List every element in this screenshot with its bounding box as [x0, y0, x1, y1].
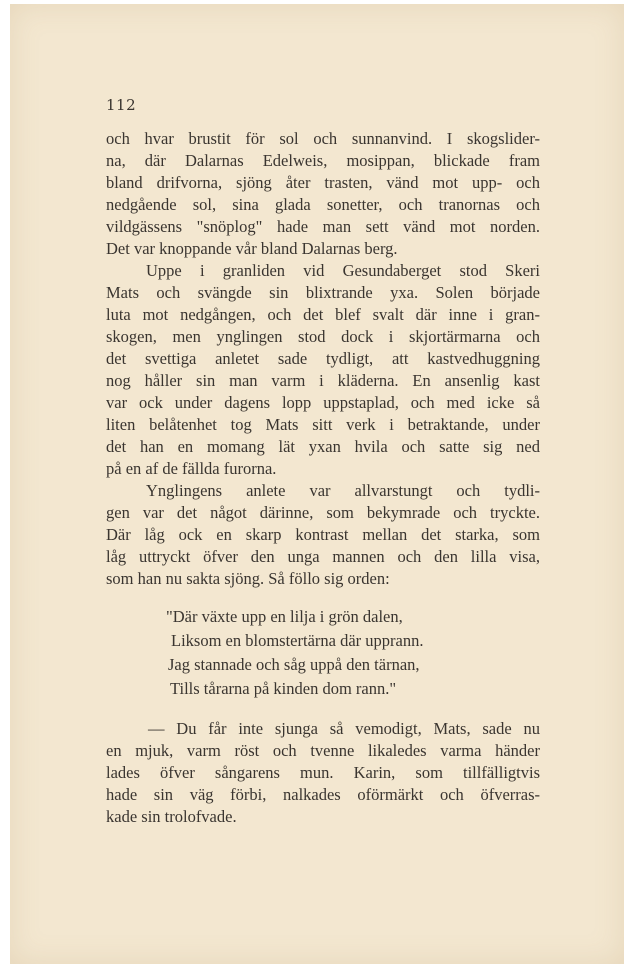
poem-line-3: Jag stannade och såg uppå den tärnan, [168, 655, 420, 674]
paragraph-1-line-2: na, där Dalarnas Edelweis, mosippan, blickade fram [106, 151, 540, 170]
closing-line-1: — Du får inte sjunga så vemodigt, Mats, sade nu [148, 719, 540, 738]
paragraph-2-line-5: det svettiga anletet sade tydligt, att kastvedhuggning [106, 349, 540, 368]
poem-line-4: Tills tårarna på kinden dom rann." [170, 679, 397, 698]
paragraph-3-line-3: Där låg ock en skarp kontrast mellan det starka, som [106, 525, 540, 544]
closing-line-3: lades öfver sångarens mun. Karin, som tillfälligtvis [106, 763, 540, 782]
paragraph-2-line-7: var ock under dagens lopp uppstaplad, och med icke så [106, 393, 540, 412]
paragraph-2-line-9: det han en momang lät yxan hvila och satte sig ned [106, 437, 540, 456]
paragraph-2-line-2: Mats och svängde sin blixtrande yxa. Solen började [106, 283, 540, 302]
poem-line-1: "Där växte upp en lilja i grön dalen, [166, 607, 403, 626]
paragraph-3-line-2: gen var det något därinne, som bekymrade och tryckte. [106, 503, 540, 522]
closing-line-5: kade sin trolofvade. [106, 807, 237, 826]
paragraph-2-line-6: nog håller sin man varm i kläderna. En ansenlig kast [106, 371, 540, 390]
paragraph-1-line-5: vildgässens "snöplog" hade man sett vänd mot norden. [106, 217, 540, 236]
closing-line-4: hade sin väg förbi, nalkades oförmärkt och öfverras- [106, 785, 540, 804]
paragraph-3-line-1: Ynglingens anlete var allvarstungt och tydli- [146, 481, 540, 500]
poem-line-2: Liksom en blomstertärna där upprann. [171, 631, 424, 650]
paragraph-1-line-3: bland drifvorna, sjöng åter trasten, vänd mot upp- och [106, 173, 540, 192]
paragraph-1-line-1: och hvar brustit för sol och sunnanvind. I skogslider- [106, 129, 540, 148]
paragraph-2-line-8: liten belåtenhet tog Mats sitt verk i betraktande, under [106, 415, 540, 434]
paragraph-2-line-3: luta mot nedgången, och det blef svalt där inne i gran- [106, 305, 540, 324]
paragraph-2-line-4: skogen, men ynglingen stod dock i skjortärmarna och [106, 327, 540, 346]
paragraph-2-line-1: Uppe i granliden vid Gesundaberget stod Skeri [146, 261, 540, 280]
paragraph-1-line-4: nedgående sol, sina glada sonetter, och tranornas och [106, 195, 540, 214]
page-number: 112 [106, 96, 137, 114]
paragraph-1-line-6: Det var knoppande vår bland Dalarnas berg. [106, 239, 398, 258]
closing-line-2: en mjuk, varm röst och tvenne likaledes varma händer [106, 741, 540, 760]
paragraph-2-line-10: på en af de fällda furorna. [106, 459, 277, 478]
paragraph-3-line-4: låg uttryckt öfver den unga mannen och den lilla visa, [106, 547, 540, 566]
paragraph-3-line-5: som han nu sakta sjöng. Så föllo sig orden: [106, 569, 390, 588]
